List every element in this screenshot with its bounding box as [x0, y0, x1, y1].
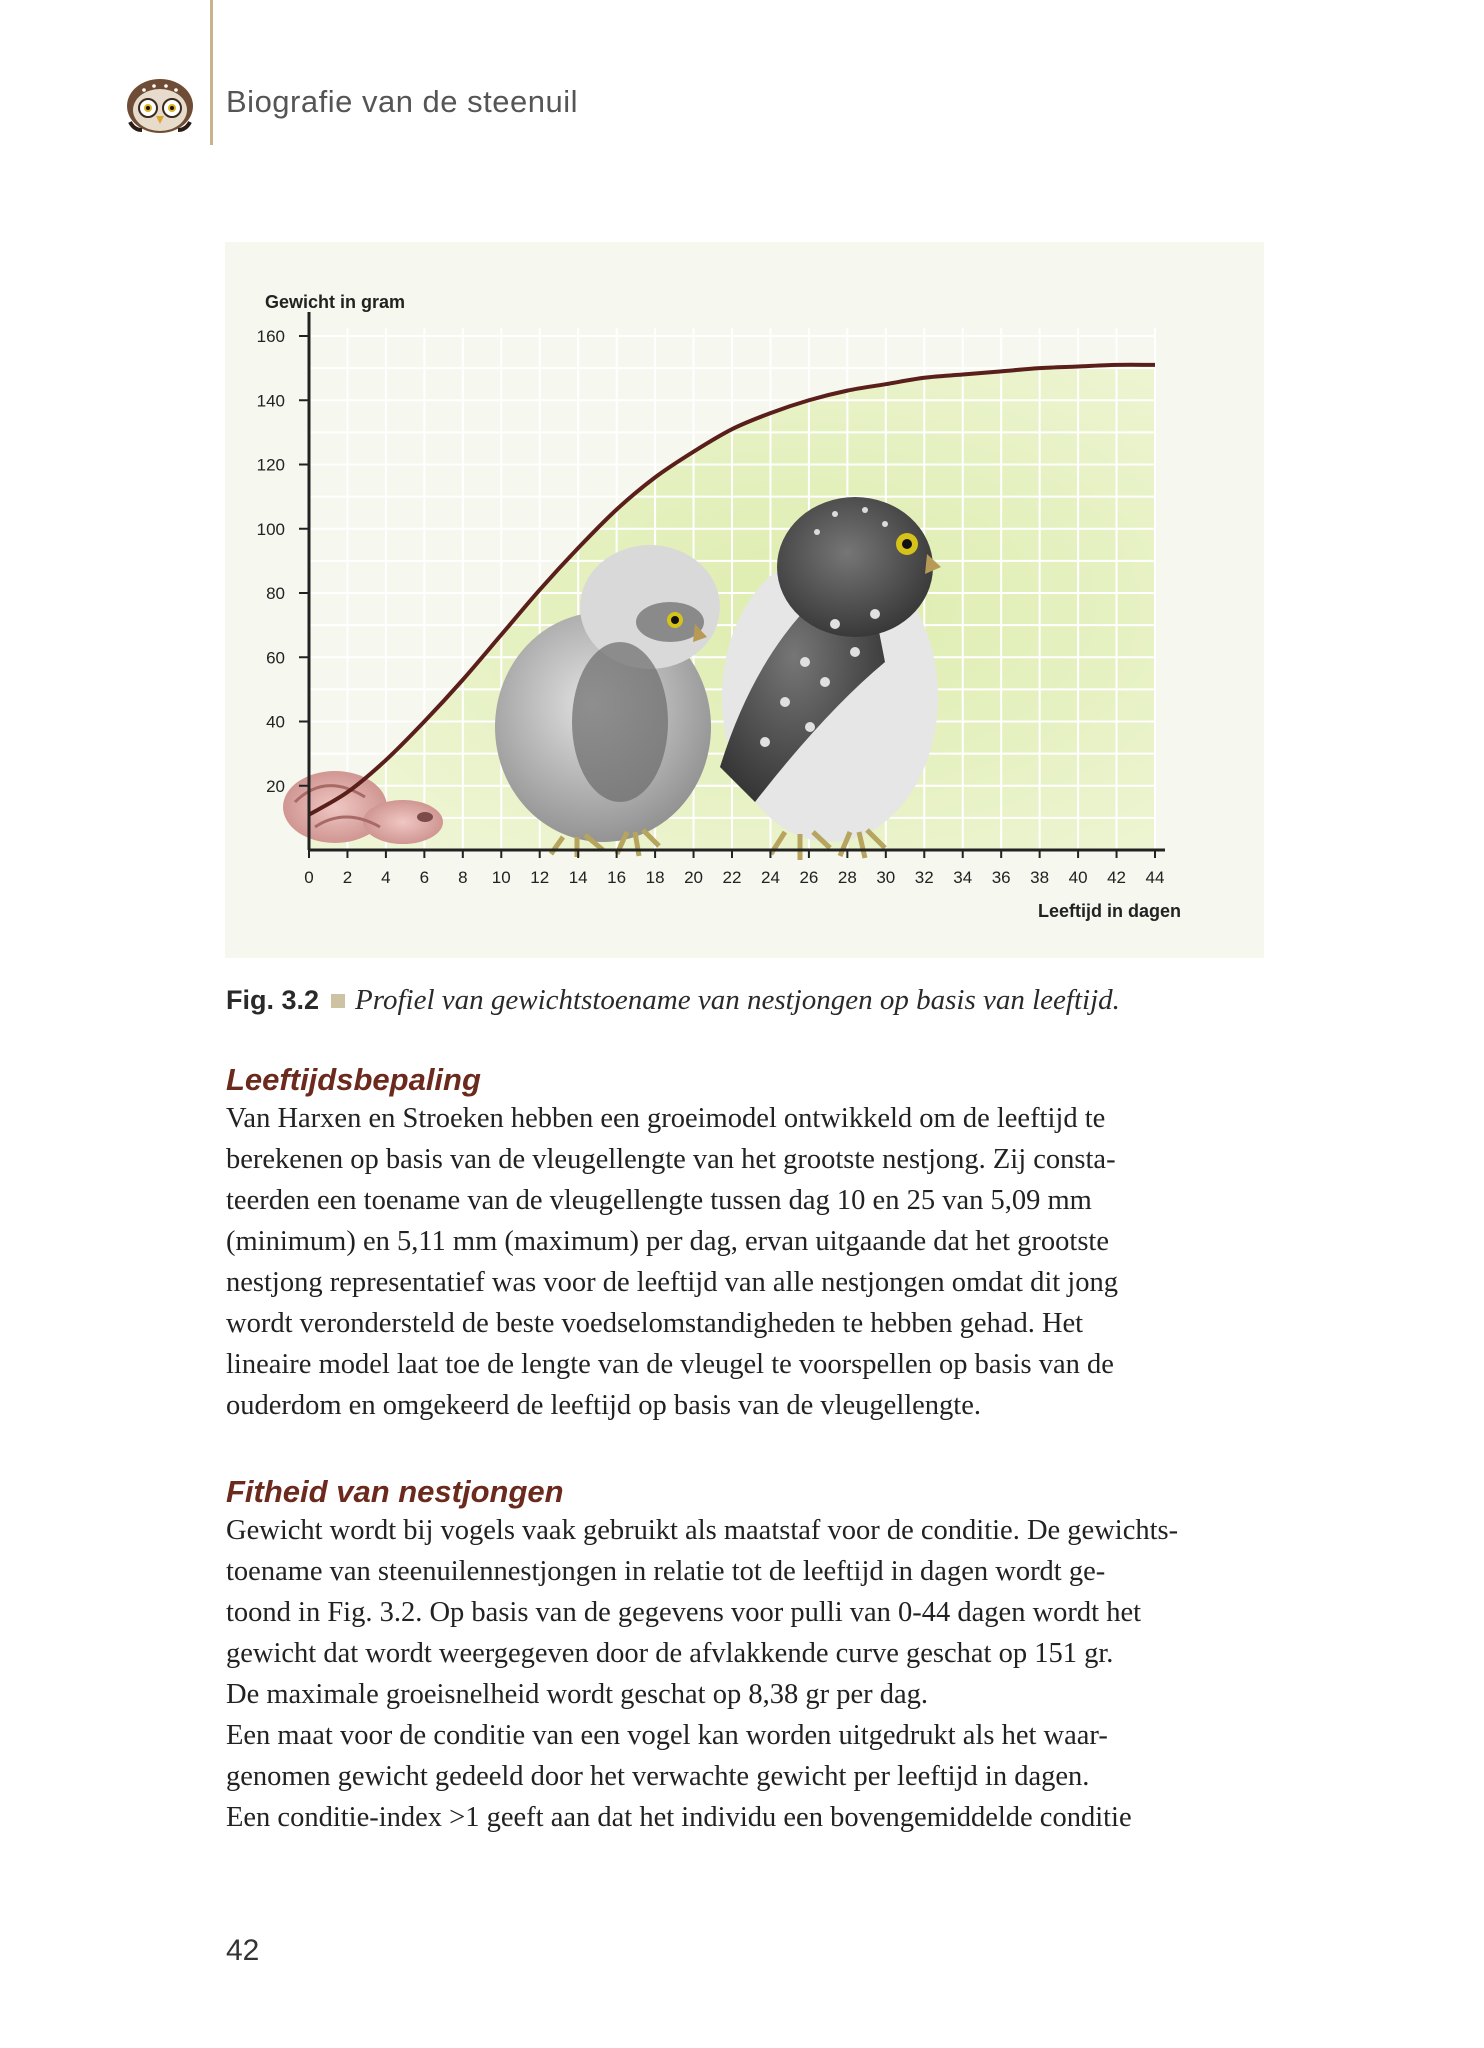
text-line: Gewicht wordt bij vogels vaak gebruikt als maatstaf voor de conditie. De gewichts-	[226, 1515, 1179, 1546]
owl-face-icon	[124, 74, 196, 136]
text-line: nestjong representatief was voor de leeftijd van alle nestjongen omdat dit jong	[226, 1267, 1118, 1298]
text-line: berekenen op basis van de vleugellengte van het grootste nestjong. Zij consta-	[226, 1144, 1116, 1175]
figure-caption-text: Profiel van gewichtstoename van nestjongen op basis van leeftijd.	[355, 984, 1120, 1016]
y-tick-label: 160	[256, 327, 285, 346]
x-tick-label: 0	[304, 868, 314, 887]
text-line: ouderdom en omgekeerd de leeftijd op basis van de vleugellengte.	[226, 1390, 981, 1421]
page-number: 42	[226, 1934, 260, 1967]
x-tick-label: 28	[837, 868, 857, 887]
text-line: genomen gewicht gedeeld door het verwachte gewicht per leeftijd in dagen.	[226, 1761, 1090, 1792]
x-tick-label: 38	[1030, 868, 1050, 887]
text-line: Een conditie-index >1 geeft aan dat het individu een bovengemiddelde conditie	[226, 1802, 1132, 1833]
x-tick-label: 40	[1068, 868, 1088, 887]
section-heading-fitheid: Fitheid van nestjongen	[226, 1474, 564, 1509]
y-tick-label: 40	[266, 712, 285, 732]
text-line: De maximale groeisnelheid wordt geschat op 8,38 gr per dag.	[226, 1679, 928, 1710]
x-tick-label: 42	[1107, 868, 1127, 887]
x-tick-label: 16	[607, 868, 627, 887]
section-paragraph-fitheid	[226, 1510, 1286, 1838]
text-line: (minimum) en 5,11 mm (maximum) per dag, ervan uitgaande dat het grootste	[226, 1226, 1109, 1257]
y-tick-label: 120	[256, 455, 285, 475]
caption-bullet	[331, 994, 345, 1008]
x-tick-label: 6	[419, 868, 430, 887]
x-axis-label: Leeftijd in dagen	[1037, 901, 1181, 921]
x-tick-label: 36	[991, 868, 1011, 887]
text-line: toond in Fig. 3.2. Op basis van de gegevens voor pulli van 0-44 dagen wordt het	[226, 1597, 1142, 1628]
x-tick-label: 26	[799, 868, 819, 887]
x-tick-label: 30	[876, 868, 896, 887]
x-tick-label: 22	[722, 868, 742, 887]
figure-label: Fig. 3.2	[226, 985, 320, 1015]
section-heading-leeftijdsbepaling: Leeftijdsbepaling	[226, 1062, 481, 1097]
x-tick-label: 10	[491, 868, 511, 887]
x-tick-label: 18	[645, 868, 665, 887]
text-line: gewicht dat wordt weergegeven door de afvlakkende curve geschat op 151 gr.	[226, 1638, 1114, 1669]
text-line: teerden een toename van de vleugellengte tussen dag 10 en 25 van 5,09 mm	[226, 1185, 1092, 1216]
text-line: toename van steenuilennestjongen in relatie tot de leeftijd in dagen wordt ge-	[226, 1556, 1106, 1587]
y-tick-label: 80	[266, 584, 285, 603]
y-axis-label: Gewicht in gram	[265, 292, 406, 312]
x-tick-label: 32	[914, 868, 934, 887]
x-tick-label: 44	[1145, 868, 1165, 887]
text-line: Van Harxen en Stroeken hebben een groeimodel ontwikkeld om de leeftijd te	[226, 1103, 1106, 1134]
x-tick-label: 8	[458, 868, 468, 887]
weight-growth-chart	[225, 242, 1264, 958]
section-paragraph-leeftijdsbepaling	[226, 1098, 1286, 1426]
figure-caption	[226, 984, 1306, 1017]
text-line: wordt verondersteld de beste voedselomstandigheden te hebben gehad. Het	[226, 1308, 1084, 1339]
x-tick-label: 12	[530, 868, 550, 887]
text-line: Een maat voor de conditie van een vogel kan worden uitgedrukt als het waar-	[226, 1720, 1108, 1751]
weight-growth-figure	[225, 242, 1264, 958]
y-tick-label: 20	[266, 776, 285, 796]
x-tick-label: 2	[342, 868, 353, 887]
running-title: Biografie van de steenuil	[226, 84, 579, 119]
x-tick-label: 20	[684, 868, 704, 887]
y-tick-label: 60	[266, 648, 285, 668]
header-rule	[210, 0, 213, 145]
x-tick-label: 4	[381, 868, 391, 887]
text-line: lineaire model laat toe de lengte van de vleugel te voorspellen op basis van de	[226, 1349, 1114, 1380]
y-tick-label: 140	[256, 391, 285, 411]
x-tick-label: 14	[568, 868, 588, 887]
y-tick-label: 100	[256, 519, 285, 539]
x-tick-label: 24	[760, 868, 780, 887]
x-tick-label: 34	[953, 868, 973, 887]
